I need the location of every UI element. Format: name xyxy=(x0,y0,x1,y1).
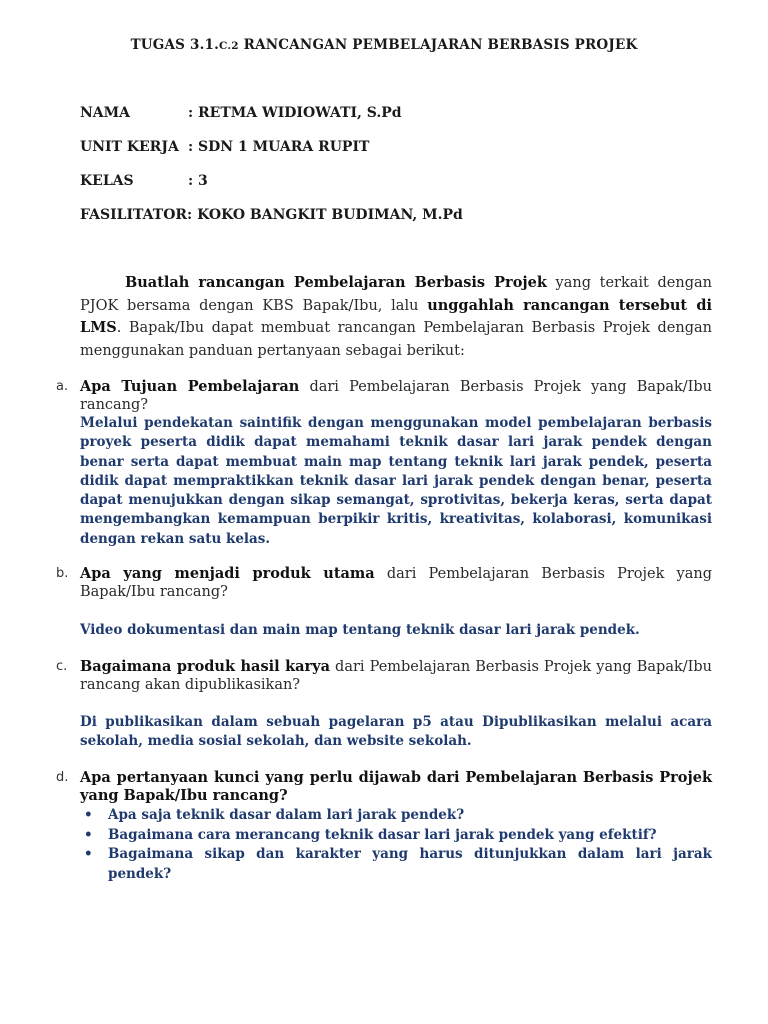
bullet-icon: • xyxy=(84,846,93,862)
question-c-bold: Bagaimana produk hasil karya xyxy=(80,658,331,675)
answer-b: Video dokumentasi dan main map tentang teknik dasar lari jarak pendek. xyxy=(80,622,640,638)
answer-a: Melalui pendekatan saintifik dengan menggunakan model pembelajaran berbasis proyek peserta didik dapat memahami teknik dasar lari jarak pendek dengan benar serta dapat membuat main map tentang teknik lari jarak pendek, peserta didik dapat mempraktikkan teknik dasar lari jarak pendek dengan benar, peserta dapat menujukkan dengan sikap semangat, sprotivitas, bekerja keras, serta dapat mengembangkan kemampuan berpikir kritis, kreativitas, kolaborasi, komunikasi dengan rekan satu kelas. xyxy=(80,415,712,547)
question-a xyxy=(56,378,712,414)
question-c xyxy=(56,658,712,694)
question-a-text: dari Pembelajaran Berbasis Projek yang Bapak/Ibu rancang? xyxy=(80,379,712,413)
info-nama xyxy=(80,105,402,121)
question-a-bold: Apa Tujuan Pembelajaran xyxy=(80,378,300,395)
bullet-icon: • xyxy=(84,807,93,823)
list-item: • Apa saja teknik dasar dalam lari jarak pendek? xyxy=(80,806,712,826)
question-b-text: dari Pembelajaran Berbasis Projek yang Bapak/Ibu rancang? xyxy=(80,566,712,600)
question-c-text: dari Pembelajaran Berbasis Projek yang Bapak/Ibu rancang akan dipublikasikan? xyxy=(80,659,712,693)
nama-label: NAMA xyxy=(80,105,131,121)
marker-c: c. xyxy=(56,659,68,674)
bullet-icon: • xyxy=(84,826,93,843)
title-small: C.2 xyxy=(219,40,239,52)
unit-label: UNIT KERJA xyxy=(80,139,179,155)
key-questions-list xyxy=(80,806,712,884)
marker-a: a. xyxy=(56,379,69,394)
info-fasilitator xyxy=(80,207,463,223)
kelas-value: : 3 xyxy=(188,173,208,189)
intro-text-1: yang terkait dengan PJOK bersama dengan KBS Bapak/Ibu, lalu xyxy=(80,275,712,314)
marker-d: d. xyxy=(56,770,69,785)
question-b xyxy=(56,565,712,601)
intro-bold-1: Buatlah rancangan Pembelajaran Berbasis Projek xyxy=(125,274,547,291)
unit-value: : SDN 1 MUARA RUPIT xyxy=(188,139,370,155)
nama-value: : RETMA WIDIOWATI, S.Pd xyxy=(188,105,402,121)
question-d xyxy=(56,769,712,805)
info-unit-kerja xyxy=(80,139,369,155)
question-d-bold: Apa pertanyaan kunci yang perlu dijawab dari Pembelajaran Berbasis Projek yang Bapak/Ibu rancang? xyxy=(80,769,712,804)
intro-text-2: . Bapak/Ibu dapat membuat rancangan Pembelajaran Berbasis Projek dengan menggunakan panduan pertanyaan sebagai berikut: xyxy=(80,320,712,359)
title-prefix: TUGAS 3.1. xyxy=(130,37,220,53)
intro-paragraph xyxy=(80,272,712,362)
kelas-label: KELAS xyxy=(80,173,134,189)
intro-bold-2: unggahlah rancangan tersebut di LMS xyxy=(80,296,712,336)
title-rest: RANCANGAN PEMBELAJARAN BERBASIS PROJEK xyxy=(238,37,638,53)
info-kelas xyxy=(80,173,208,189)
fasilitator-label: FASILITATOR: xyxy=(80,207,193,223)
answer-c: Di publikasikan dalam sebuah pagelaran p5 atau Dipublikasikan melalui acara sekolah, media sosial sekolah, dan website sekolah. xyxy=(80,714,712,750)
list-item: • Bagaimana cara merancang teknik dasar lari jarak pendek yang efektif? xyxy=(80,826,712,846)
marker-b: b. xyxy=(56,566,69,581)
document-title xyxy=(0,37,768,53)
fasilitator-value: KOKO BANGKIT BUDIMAN, M.Pd xyxy=(192,207,463,223)
question-b-bold: Apa yang menjadi produk utama xyxy=(80,565,375,582)
list-item: • Bagaimana sikap dan karakter yang harus ditunjukkan dalam lari jarak pendek? xyxy=(84,846,712,882)
